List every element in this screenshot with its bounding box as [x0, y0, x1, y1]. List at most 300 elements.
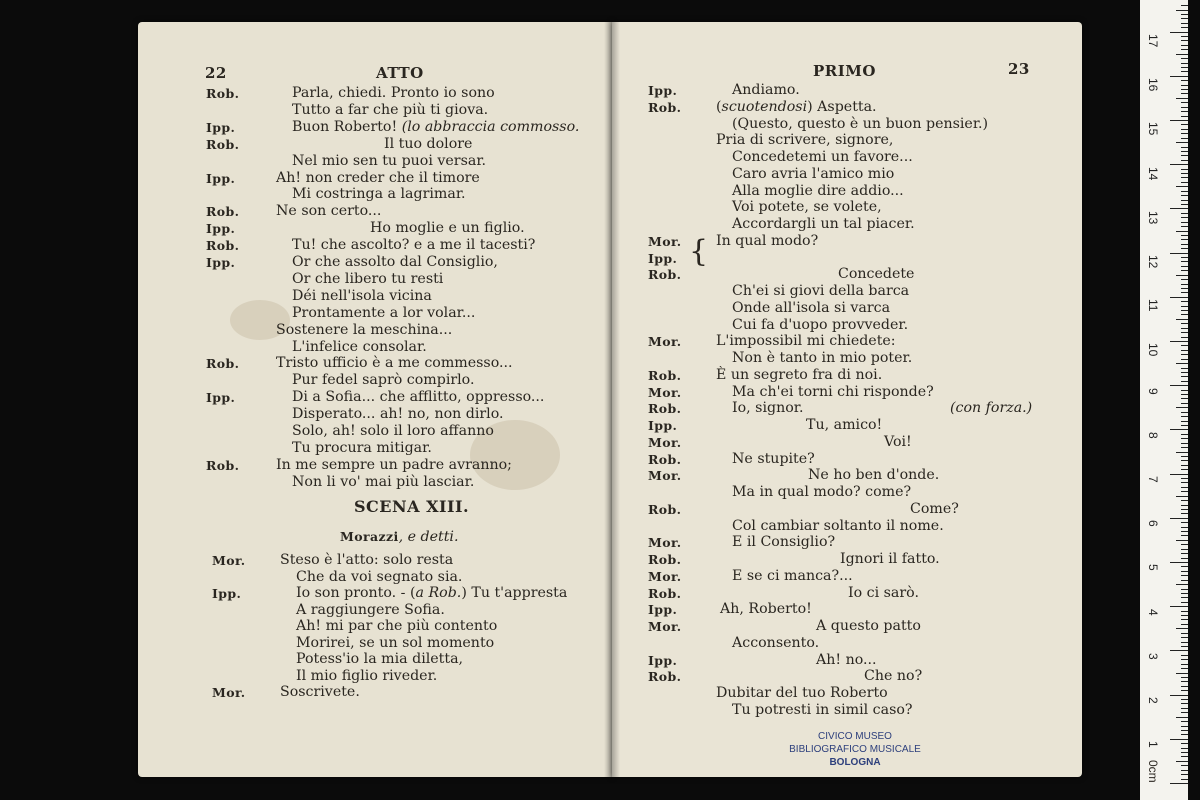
ruler-tick [1181, 376, 1188, 377]
ruler-tick [1176, 540, 1188, 541]
speaker-label: Ipp. [648, 83, 678, 98]
ruler-tick [1181, 107, 1188, 108]
ruler-tick [1181, 589, 1188, 590]
ruler-tick [1181, 213, 1188, 214]
ruler-tick [1181, 730, 1188, 731]
ruler-tick [1181, 80, 1188, 81]
verse-text: E il Consiglio? [732, 534, 836, 551]
verse-line [732, 216, 915, 233]
verse-line [732, 166, 894, 183]
verse-text: In me sempre un padre avranno; [276, 456, 512, 473]
verse-text: Nel mio sen tu puoi versar. [292, 152, 487, 169]
verse-line [732, 199, 882, 216]
verse-line [732, 534, 835, 551]
ruler-tick [1181, 248, 1188, 249]
verse-text: Cui fa d'uopo provveder. [732, 316, 909, 333]
ruler-tick [1181, 292, 1188, 293]
ruler-tick [1181, 509, 1188, 510]
ruler-tick [1181, 160, 1188, 161]
verse-text: Io son pronto. - ( [296, 585, 416, 601]
verse-line [806, 417, 882, 434]
ruler-tick [1181, 173, 1188, 174]
stage-direction: scuotendosi [721, 98, 808, 115]
ruler-number: 17 [1146, 34, 1160, 48]
ruler-tick [1176, 452, 1188, 453]
ruler-tick [1181, 279, 1188, 280]
ruler-tick [1181, 686, 1188, 687]
speaker-label: Rob. [648, 99, 682, 115]
verse-text: Pur fedel saprò compirlo. [292, 372, 475, 389]
ruler-tick [1181, 774, 1188, 775]
ruler-tick [1181, 36, 1188, 37]
verse-line [732, 384, 934, 401]
ruler-tick [1181, 460, 1188, 461]
ruler-tick [1181, 222, 1188, 223]
verse-text: Ne stupite? [732, 450, 815, 467]
ruler-number: 16 [1146, 78, 1160, 92]
ruler-tick [1181, 637, 1188, 638]
ruler-tick [1181, 544, 1188, 545]
verse-line [296, 651, 463, 668]
ruler-tick [1181, 535, 1188, 536]
ruler-tick [1170, 695, 1188, 696]
verse-text: Ma in qual modo? come? [732, 484, 912, 500]
verse-line [292, 153, 486, 170]
verse-text: Col cambiar soltanto il nome. [732, 517, 944, 534]
ruler-tick [1181, 323, 1188, 324]
verse-line [716, 685, 888, 702]
ruler-tick [1181, 593, 1188, 594]
ruler-number: 13 [1146, 210, 1160, 225]
ruler-tick [1181, 23, 1188, 24]
ruler-tick [1181, 138, 1188, 139]
verse-text: Tu potresti in simil caso? [732, 701, 913, 718]
ruler-tick [1181, 522, 1188, 523]
ruler-tick [1181, 478, 1188, 479]
ruler-tick [1181, 721, 1188, 722]
verse-line [292, 85, 495, 102]
ruler-tick [1181, 500, 1188, 501]
ruler-tick [1181, 328, 1188, 329]
ruler-tick [1176, 363, 1188, 364]
ruler-tick [1181, 412, 1188, 413]
speaker-label: Rob. [206, 204, 240, 220]
speaker-label: Mor. [648, 384, 682, 400]
library-stamp [760, 730, 950, 769]
stamp-line-1: CIVICO MUSEO [818, 731, 892, 742]
verse-line [848, 585, 919, 602]
verse-text: Onde all'isola si varca [732, 299, 891, 316]
speaker-label: Ipp. [648, 602, 678, 618]
speaker-label: Mor. [648, 334, 682, 350]
verse-line [732, 451, 815, 468]
ruler-tick [1181, 447, 1188, 448]
ruler-tick [1181, 337, 1188, 338]
ruler-number: 2 [1146, 697, 1160, 704]
verse-line [716, 367, 882, 384]
ruler-tick [1181, 779, 1188, 780]
verse-line [732, 317, 908, 334]
ruler-tick [1181, 102, 1188, 103]
verse-line [292, 305, 475, 322]
verse-text: Ignori il fatto. [840, 551, 940, 567]
ruler-number: 14 [1146, 166, 1160, 180]
ruler-tick [1181, 491, 1188, 492]
verse-text: A questo patto [816, 618, 921, 634]
speaker-label: Ipp. [648, 652, 678, 668]
ruler-tick [1181, 465, 1188, 466]
verse-line [732, 635, 819, 652]
verse-text: Dubitar del tuo Roberto [716, 685, 888, 701]
verse-line [280, 684, 360, 701]
verse-line [292, 186, 466, 203]
speaker-label: Rob. [206, 457, 240, 473]
verse-text: Di a Sofia... che afflitto, oppresso... [292, 389, 545, 406]
ruler-number: 12 [1146, 255, 1160, 269]
verse-text: Déi nell'isola vicina [292, 287, 432, 304]
verse-text: Voi! [884, 433, 912, 450]
speaker-label: Ipp. [206, 170, 236, 186]
ruler-tick [1181, 89, 1188, 90]
stage-direction: (con forza.) [950, 400, 1033, 417]
ruler-tick [1181, 129, 1188, 130]
ruler-tick [1181, 394, 1188, 395]
verse-line [864, 668, 922, 685]
ruler-tick [1181, 288, 1188, 289]
ruler-tick [1181, 239, 1188, 240]
ruler-tick [1181, 734, 1188, 735]
ruler-tick [1176, 761, 1188, 762]
verse-text: Morirei, se un sol momento [296, 634, 495, 651]
ruler-tick [1181, 633, 1188, 634]
stamp-line-3: BOLOGNA [829, 757, 881, 768]
verse-line [292, 237, 535, 254]
ruler-tick [1181, 372, 1188, 373]
ruler-tick [1170, 562, 1188, 563]
ruler-number: 4 [1146, 608, 1160, 616]
speaker-label: Rob. [648, 367, 682, 383]
ruler-tick [1181, 133, 1188, 134]
stamp-line-2: BIBLIOGRAFICO MUSICALE [789, 744, 921, 755]
verse-line [732, 702, 913, 719]
ruler-tick [1181, 624, 1188, 625]
ruler-tick [1181, 217, 1188, 218]
speaker-label: Ipp. [212, 586, 242, 601]
ruler-tick [1176, 628, 1188, 629]
ruler-number: 7 [1146, 476, 1160, 483]
verse-line [840, 551, 940, 568]
ruler-tick [1181, 505, 1188, 506]
verse-line [292, 288, 432, 305]
verse-text: Ne ho ben d'onde. [808, 467, 940, 484]
ruler-tick [1181, 27, 1188, 28]
verse-text: Prontamente a lor volar... [292, 304, 476, 321]
ruler-tick [1181, 398, 1188, 399]
verse-text: Or che libero tu resti [292, 270, 444, 287]
ruler-tick [1181, 403, 1188, 404]
ruler-tick [1176, 584, 1188, 585]
speaker-label: Rob. [206, 86, 240, 101]
verse-text: Alla moglie dire addio... [732, 182, 904, 199]
right-running-head: PRIMO [813, 62, 876, 80]
verse-text: ( [716, 98, 722, 115]
ruler-tick [1181, 155, 1188, 156]
verse-line [838, 266, 914, 283]
verse-text: Mi costringa a lagrimar. [292, 186, 466, 203]
verse-line [732, 484, 911, 501]
verse-text: Caro avria l'amico mio [732, 165, 895, 182]
ruler-tick [1181, 226, 1188, 227]
ruler-tick [1181, 469, 1188, 470]
ruler-tick [1181, 390, 1188, 391]
ruler-tick [1181, 619, 1188, 620]
ruler-tick [1170, 208, 1188, 209]
ruler-tick [1181, 708, 1188, 709]
verse-line [276, 203, 381, 220]
verse-line [716, 99, 877, 116]
verse-text: Come? [910, 500, 959, 517]
verse-text: Io ci sarò. [848, 584, 919, 601]
verse-text: Sostenere la meschina... [276, 321, 453, 338]
verse-line [732, 149, 913, 166]
verse-line [292, 406, 504, 423]
ruler-tick [1181, 434, 1188, 435]
speaker-brace: { [689, 234, 709, 269]
ruler-tick [1181, 611, 1188, 612]
speaker-label: Mor. [212, 553, 246, 568]
ruler-tick [1181, 306, 1188, 307]
verse-text: Pria di scrivere, signore, [716, 132, 894, 149]
ruler-tick [1181, 416, 1188, 417]
verse-text: Tu, amico! [806, 417, 883, 433]
ruler-tick [1181, 71, 1188, 72]
verse-text: Il mio figlio riveder. [296, 667, 438, 684]
ruler-tick [1181, 456, 1188, 457]
ruler-tick [1181, 116, 1188, 117]
ruler-tick [1181, 602, 1188, 603]
ruler-tick [1181, 151, 1188, 152]
verse-text: Concedetemi un favore... [732, 149, 913, 165]
ruler-number: 8 [1146, 431, 1160, 439]
ruler-tick [1176, 54, 1188, 55]
ruler-tick [1181, 765, 1188, 766]
right-page-number: 23 [1008, 60, 1030, 78]
ruler-tick [1170, 76, 1188, 77]
verse-text: Steso è l'atto: solo resta [280, 552, 454, 568]
ruler-tick [1181, 443, 1188, 444]
ruler-tick [1181, 699, 1188, 700]
ruler-tick [1181, 200, 1188, 201]
speaker-label: Mor. [212, 685, 246, 700]
verse-line [732, 568, 853, 585]
verse-line [808, 467, 939, 484]
ruler-tick [1181, 677, 1188, 678]
verse-line [280, 552, 453, 569]
ruler-tick [1181, 85, 1188, 86]
ruler-tick [1181, 345, 1188, 346]
ruler-tick [1181, 558, 1188, 559]
ruler-tick [1176, 275, 1188, 276]
verse-text: Non li vo' mai più lasciar. [292, 473, 475, 490]
verse-line [720, 601, 812, 618]
ruler-tick [1176, 319, 1188, 320]
ruler-tick [1181, 655, 1188, 656]
ruler-tick [1181, 14, 1188, 15]
ruler-tick [1181, 332, 1188, 333]
verse-text: Che da voi segnato sia. [296, 568, 463, 585]
ruler-tick [1181, 770, 1188, 771]
speaker-label: Ipp. [206, 255, 236, 270]
left-page-number: 22 [205, 64, 227, 82]
verse-line [816, 652, 877, 669]
verse-text: ) Aspetta. [807, 98, 877, 115]
verse-line [732, 183, 904, 200]
ruler-number: 9 [1146, 387, 1160, 395]
ruler-number: 6 [1146, 520, 1160, 527]
ruler-tick [1181, 482, 1188, 483]
verse-text: L'impossibil mi chiedete: [716, 333, 896, 350]
verse-line [276, 170, 480, 187]
ruler-tick [1181, 425, 1188, 426]
verse-line [732, 518, 944, 535]
verse-line [276, 322, 452, 339]
verse-line [816, 618, 921, 635]
ruler-number: 3 [1146, 652, 1160, 660]
book-spine [604, 22, 620, 777]
speaker-label: Rob. [206, 356, 240, 372]
ruler-tick [1170, 32, 1188, 33]
ruler-tick [1181, 549, 1188, 550]
ruler-tick [1181, 195, 1188, 196]
ruler-tick [1181, 93, 1188, 94]
ruler-tick [1181, 284, 1188, 285]
verse-text: Ch'ei si giovi della barca [732, 283, 910, 299]
speaker-label: Mor. [648, 568, 682, 584]
ruler-number: 15 [1146, 122, 1160, 136]
verse-text: (Questo, questo è un buon pensier.) [732, 115, 989, 132]
speaker-label: Ipp. [648, 418, 678, 433]
verse-text: Andiamo. [732, 82, 800, 98]
ruler-tick [1170, 253, 1188, 254]
verse-text: È un segreto fra di noi. [716, 366, 883, 383]
measuring-ruler [1140, 0, 1188, 800]
verse-text: Or che assolto dal Consiglio, [292, 254, 498, 270]
ruler-tick [1170, 606, 1188, 607]
ruler-tick [1181, 301, 1188, 302]
verse-line [296, 618, 497, 635]
ruler-tick [1181, 58, 1188, 59]
ruler-number: 1 [1146, 741, 1160, 748]
ruler-tick [1181, 350, 1188, 351]
verse-line [296, 569, 462, 586]
verse-line [732, 400, 1033, 417]
speaker-label: Rob. [648, 669, 682, 685]
verse-line [292, 440, 432, 457]
ruler-tick [1181, 438, 1188, 439]
ruler-tick [1170, 385, 1188, 386]
ruler-tick [1181, 487, 1188, 488]
ruler-tick [1181, 659, 1188, 660]
speaker-label: Rob. [648, 401, 682, 417]
verse-text: Voi potete, se volete, [732, 199, 882, 216]
ruler-tick [1176, 673, 1188, 674]
ruler-unit: 0cm [1146, 760, 1160, 783]
ruler-tick [1176, 496, 1188, 497]
verse-text: ) Tu t'appresta [461, 585, 568, 601]
ruler-tick [1181, 752, 1188, 753]
ruler-tick [1181, 690, 1188, 691]
speaker-label: Rob. [648, 501, 682, 517]
verse-line [732, 283, 909, 300]
verse-text: Ah, Roberto! [720, 601, 812, 618]
speaker-label: Rob. [206, 136, 240, 152]
ruler-number: 10 [1146, 343, 1160, 357]
verse-line [716, 132, 893, 149]
verse-line [296, 585, 567, 602]
verse-text: In qual modo? [716, 232, 819, 249]
ruler-tick [1181, 421, 1188, 422]
verse-line [910, 501, 959, 518]
verse-text: Parla, chiedi. Pronto io sono [292, 85, 495, 101]
ruler-tick [1181, 182, 1188, 183]
verse-line [296, 635, 494, 652]
verse-line [292, 423, 494, 440]
verse-line [292, 254, 498, 271]
verse-text: Ne son certo... [276, 203, 382, 220]
cast-name: Morazzi [340, 529, 399, 544]
verse-text: Concedete [838, 266, 915, 283]
ruler-tick [1170, 341, 1188, 342]
scene-title: SCENA XIII. [354, 497, 470, 516]
verse-text: Ah! mi par che più contento [296, 618, 498, 634]
ruler-tick [1181, 703, 1188, 704]
speaker-label: Rob. [648, 585, 682, 601]
ruler-tick [1181, 531, 1188, 532]
verse-text: A raggiungere Sofia. [296, 601, 445, 618]
ruler-tick [1181, 615, 1188, 616]
speaker-label: Mor. [648, 434, 682, 450]
ruler-tick [1181, 204, 1188, 205]
ruler-tick [1181, 553, 1188, 554]
ruler-tick [1181, 642, 1188, 643]
ruler-tick [1170, 164, 1188, 165]
verse-line [276, 355, 513, 372]
ruler-tick [1176, 231, 1188, 232]
ruler-tick [1181, 169, 1188, 170]
ruler-tick [1181, 646, 1188, 647]
ruler-tick [1176, 186, 1188, 187]
speaker-label: Mor. [648, 468, 682, 484]
ruler-tick [1181, 726, 1188, 727]
verse-line [732, 300, 890, 317]
verse-text: Ma ch'ei torni chi risponde? [732, 383, 934, 400]
speaker-label: Mor. [648, 535, 682, 551]
verse-line [292, 119, 579, 136]
ruler-number: 5 [1146, 564, 1160, 572]
ruler-tick [1181, 368, 1188, 369]
ruler-tick [1181, 664, 1188, 665]
verse-text: Tu! che ascolto? e a me il tacesti? [292, 237, 536, 254]
ruler-tick [1181, 266, 1188, 267]
ruler-tick [1176, 98, 1188, 99]
verse-text: Tristo ufficio è a me commesso... [276, 355, 513, 372]
ruler-tick [1181, 124, 1188, 125]
verse-line [296, 668, 437, 685]
ruler-tick [1170, 783, 1188, 784]
ruler-tick [1181, 235, 1188, 236]
verse-text: Ho moglie e un figlio. [370, 220, 525, 237]
ruler-tick [1181, 5, 1188, 6]
